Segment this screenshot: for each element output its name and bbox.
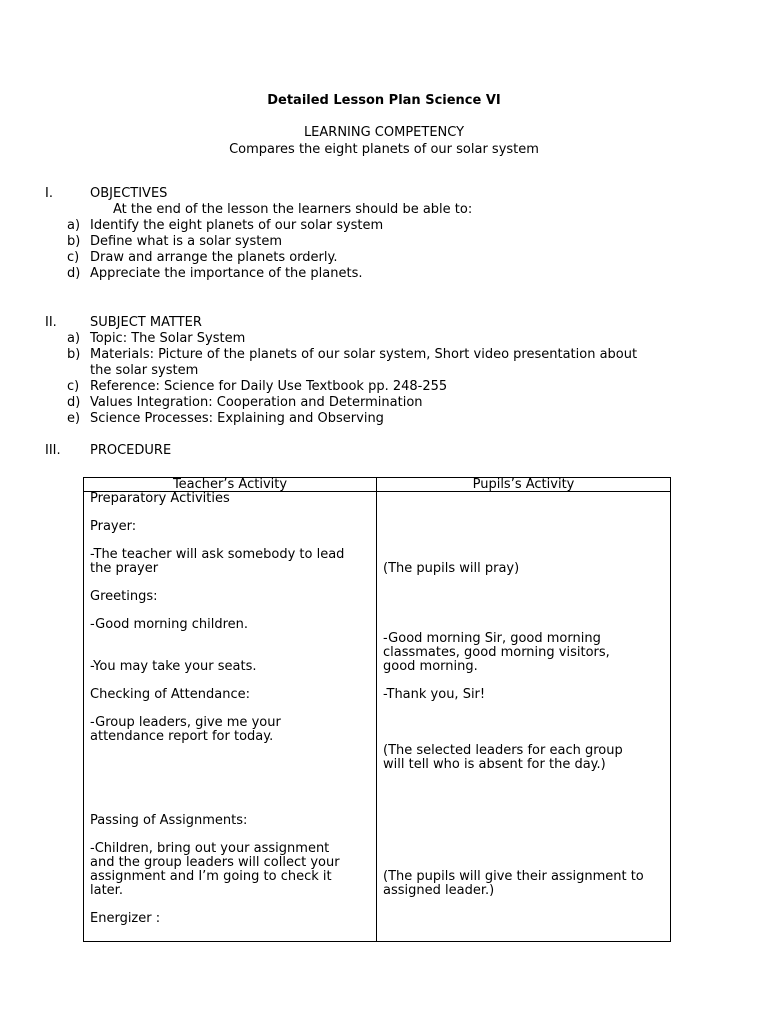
- subject-letter: a): [67, 331, 81, 346]
- teacher-line: -Children, bring out your assignment: [90, 841, 330, 856]
- objectives-numeral: I.: [45, 186, 53, 201]
- subject-matter-heading: SUBJECT MATTER: [90, 315, 202, 330]
- teacher-line: -Good morning children.: [90, 617, 249, 632]
- teacher-line: attendance report for today.: [90, 729, 274, 744]
- teacher-line: assignment and I’m going to check it: [90, 869, 332, 884]
- teacher-line: Preparatory Activities: [90, 491, 230, 506]
- pupil-line: assigned leader.): [383, 883, 495, 898]
- objective-letter: d): [67, 266, 81, 281]
- page-title: Detailed Lesson Plan Science VI: [267, 93, 501, 108]
- procedure-heading: PROCEDURE: [90, 443, 172, 458]
- pupil-line: (The pupils will pray): [383, 561, 520, 576]
- objective-letter: c): [67, 250, 80, 265]
- teacher-activity-cell: [84, 492, 377, 942]
- pupil-line: (The selected leaders for each group: [383, 743, 623, 758]
- subject-matter-numeral: II.: [45, 315, 57, 330]
- objective-item: Identify the eight planets of our solar system: [90, 218, 384, 233]
- procedure-table: [83, 477, 671, 942]
- teacher-line: -The teacher will ask somebody to lead: [90, 547, 345, 562]
- teacher-line: later.: [90, 883, 123, 898]
- objective-letter: a): [67, 218, 81, 233]
- subject-letter: d): [67, 395, 81, 410]
- subject-item: Values Integration: Cooperation and Determination: [90, 395, 423, 410]
- pupils-activity-header: Pupils’s Activity: [377, 478, 671, 492]
- teacher-activity-header: Teacher’s Activity: [84, 478, 377, 492]
- subject-item: Materials: Picture of the planets of our solar system, Short video presentation about: [90, 347, 638, 362]
- objective-item: Define what is a solar system: [90, 234, 283, 249]
- teacher-line: and the group leaders will collect your: [90, 855, 340, 870]
- table-row: [84, 492, 671, 942]
- subject-letter: e): [67, 411, 81, 426]
- subject-item: Topic: The Solar System: [90, 331, 246, 346]
- objective-item: Draw and arrange the planets orderly.: [90, 250, 338, 265]
- subject-item-continuation: the solar system: [90, 363, 199, 378]
- objective-item: Appreciate the importance of the planets.: [90, 266, 363, 281]
- subject-letter: b): [67, 347, 81, 362]
- objectives-heading: OBJECTIVES: [90, 186, 168, 201]
- teacher-line: -You may take your seats.: [90, 659, 257, 674]
- pupil-line: -Thank you, Sir!: [383, 687, 486, 702]
- subject-item: Science Processes: Explaining and Observing: [90, 411, 384, 426]
- teacher-line: Greetings:: [90, 589, 158, 604]
- teacher-line: Checking of Attendance:: [90, 687, 250, 702]
- objectives-intro: At the end of the lesson the learners should be able to:: [113, 202, 473, 217]
- competency-heading: LEARNING COMPETENCY: [303, 125, 465, 140]
- competency-text: Compares the eight planets of our solar system: [229, 142, 539, 157]
- procedure-numeral: III.: [45, 443, 61, 458]
- teacher-line: Passing of Assignments:: [90, 813, 248, 828]
- teacher-line: Prayer:: [90, 519, 137, 534]
- objective-letter: b): [67, 234, 81, 249]
- teacher-line: Energizer :: [90, 911, 161, 926]
- pupil-line: will tell who is absent for the day.): [383, 757, 606, 772]
- pupil-line: (The pupils will give their assignment to: [383, 869, 644, 884]
- subject-letter: c): [67, 379, 80, 394]
- teacher-line: the prayer: [90, 561, 159, 576]
- table-header-row: [84, 478, 671, 492]
- pupil-line: good morning.: [383, 659, 478, 674]
- pupil-line: -Good morning Sir, good morning: [383, 631, 601, 646]
- pupils-activity-cell: [377, 492, 671, 942]
- pupil-line: classmates, good morning visitors,: [383, 645, 610, 660]
- subject-item: Reference: Science for Daily Use Textbook pp. 248-255: [90, 379, 448, 394]
- teacher-line: -Group leaders, give me your: [90, 715, 281, 730]
